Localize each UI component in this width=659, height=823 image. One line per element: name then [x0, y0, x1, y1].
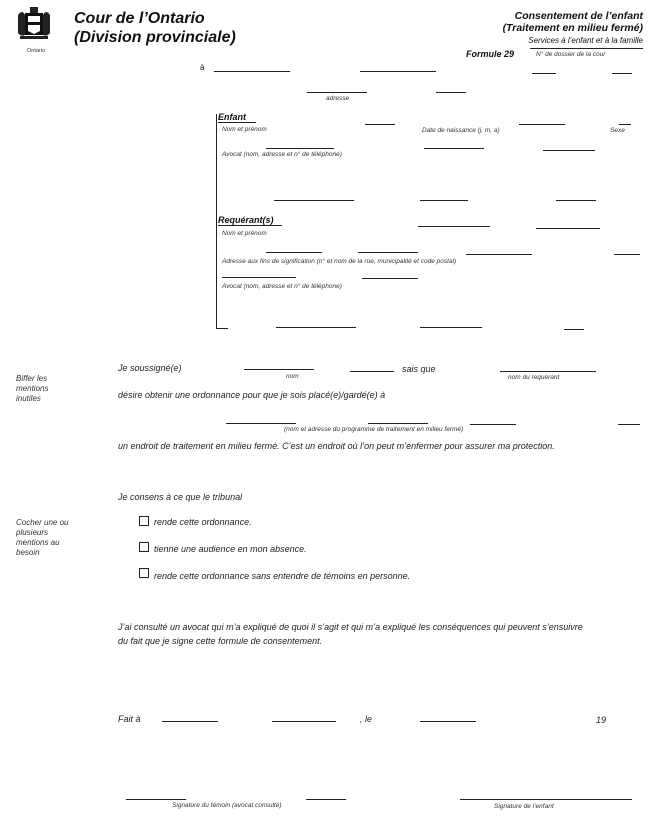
- witness-signature-label: Signature du témoin (avocat consulté): [172, 802, 282, 809]
- child-heading: Enfant: [218, 112, 246, 122]
- address-label: adresse: [326, 95, 350, 102]
- program-field-3[interactable]: [470, 424, 516, 425]
- form-title-subtitle: (Traitement en milieu fermé): [502, 22, 643, 34]
- applicant-counsel-details-field-3[interactable]: [564, 329, 584, 330]
- program-field-4[interactable]: [618, 424, 640, 425]
- applicant-name-field[interactable]: [418, 226, 490, 227]
- consent-hearing-absence-checkbox[interactable]: [139, 542, 149, 552]
- service-address-field-3[interactable]: [466, 254, 532, 255]
- child-counsel-details-field-3[interactable]: [556, 200, 596, 201]
- applicant-counsel-label: Avocat (nom, adresse et n° de téléphone): [222, 283, 342, 290]
- applicant-counsel-details-field[interactable]: [276, 327, 356, 328]
- child-name-label: Nom et prénom: [222, 126, 267, 133]
- signing-date-on: , le: [360, 714, 373, 724]
- applicant-counsel-field[interactable]: [222, 277, 296, 278]
- court-name: Cour de l’Ontario: [74, 10, 205, 27]
- applicant-name-declaration-field[interactable]: [500, 371, 596, 372]
- form-number: Formule 29: [466, 49, 515, 59]
- court-address-field-2[interactable]: [436, 92, 466, 93]
- court-file-number-label: N° de dossier de la cour: [536, 51, 606, 58]
- court-file-number-field-2[interactable]: [612, 73, 632, 74]
- applicant-counsel-field-2[interactable]: [362, 278, 418, 279]
- child-counsel-label: Avocat (nom, adresse et n° de téléphone): [222, 151, 342, 158]
- service-address-field-4[interactable]: [614, 254, 640, 255]
- signing-year-prefix: 19: [596, 715, 607, 725]
- secure-treatment-description: un endroit de traitement en milieu fermé. C’est un endroit où l’on peut m’enfermer pour assurer ma protection.: [118, 441, 555, 451]
- consent-option-3: rende cette ordonnance sans entendre de témoins en personne.: [154, 571, 411, 581]
- child-counsel-field-3[interactable]: [543, 150, 595, 151]
- declaration-start: Je soussigné(e): [118, 363, 182, 373]
- knows-that-text: sais que: [402, 364, 436, 374]
- child-counsel-field[interactable]: [266, 148, 334, 149]
- child-birth-date-field[interactable]: [519, 124, 565, 125]
- court-file-number-field[interactable]: [532, 73, 556, 74]
- consent-option-1: rende cette ordonnance.: [154, 517, 252, 527]
- child-name-field[interactable]: [365, 124, 395, 125]
- child-signature-field[interactable]: [460, 799, 632, 800]
- birth-date-label: Date de naissance (j, m, a): [422, 127, 500, 134]
- court-division: (Division provinciale): [74, 29, 236, 46]
- court-address-field[interactable]: [307, 92, 367, 93]
- signing-place-field-2[interactable]: [272, 721, 336, 722]
- applicant-name-label: Nom et prénom: [222, 230, 267, 237]
- consent-intro: Je consens à ce que le tribunal: [118, 492, 243, 502]
- consent-no-witnesses-checkbox[interactable]: [139, 568, 149, 578]
- declarant-name-label: nom: [286, 373, 299, 380]
- sex-label: Sexe: [610, 127, 625, 134]
- signing-place-field[interactable]: [162, 721, 218, 722]
- child-counsel-field-2[interactable]: [424, 148, 484, 149]
- done-at-label: Fait à: [118, 714, 141, 724]
- program-label: (nom et adresse du programme de traitement en milieu fermé): [284, 426, 464, 433]
- child-counsel-details-field-2[interactable]: [420, 200, 468, 201]
- strike-out-note: Biffer les mentions inutiles: [16, 374, 49, 403]
- service-address-field[interactable]: [266, 252, 322, 253]
- signing-date-field[interactable]: [420, 721, 476, 722]
- declarant-name-field[interactable]: [244, 369, 314, 370]
- logo-caption: Ontario: [27, 48, 46, 54]
- child-counsel-details-field[interactable]: [274, 200, 354, 201]
- court-location-field[interactable]: [214, 71, 290, 72]
- applicant-name-declaration-label: nom du requérant: [508, 374, 560, 381]
- counsel-statement-line-1: J’ai consulté un avocat qui m’a expliqué de quoi il s’agit et qui m’a expliqué les conséquences qui peuvent s’ensuivre: [118, 622, 583, 632]
- counsel-statement-line-2: du fait que je signe cette formule de consentement.: [118, 636, 323, 646]
- applicant-name-field-2[interactable]: [536, 228, 600, 229]
- applicant-counsel-details-field-2[interactable]: [420, 327, 482, 328]
- consent-option-2: tienne une audience en mon absence.: [154, 544, 307, 554]
- child-sex-field[interactable]: [619, 124, 631, 125]
- witness-signature-field-2[interactable]: [306, 799, 346, 800]
- location-prefix: à: [200, 63, 205, 72]
- form-title: Consentement de l’enfant: [514, 10, 643, 22]
- applicant-heading: Requérant(s): [218, 215, 274, 225]
- witness-signature-field[interactable]: [126, 799, 186, 800]
- program-field-2[interactable]: [368, 423, 428, 424]
- child-signature-label: Signature de l’enfant: [494, 803, 554, 810]
- form-act: Services à l’enfant et à la famille: [528, 36, 643, 45]
- ontario-coat-of-arms-icon: [16, 5, 52, 47]
- declarant-name-field-2[interactable]: [350, 371, 394, 372]
- check-options-note: Cocher une ou plusieurs mentions au besoin: [16, 518, 69, 557]
- service-address-label: Adresse aux fins de signification (n° et nom de la rue, municipalité et code postal): [222, 258, 457, 265]
- service-address-field-2[interactable]: [358, 252, 418, 253]
- program-field[interactable]: [226, 423, 296, 424]
- court-location-field-2[interactable]: [360, 71, 436, 72]
- consent-make-order-checkbox[interactable]: [139, 516, 149, 526]
- declaration-order-text: désire obtenir une ordonnance pour que je sois placé(e)/gardé(e) à: [118, 390, 386, 400]
